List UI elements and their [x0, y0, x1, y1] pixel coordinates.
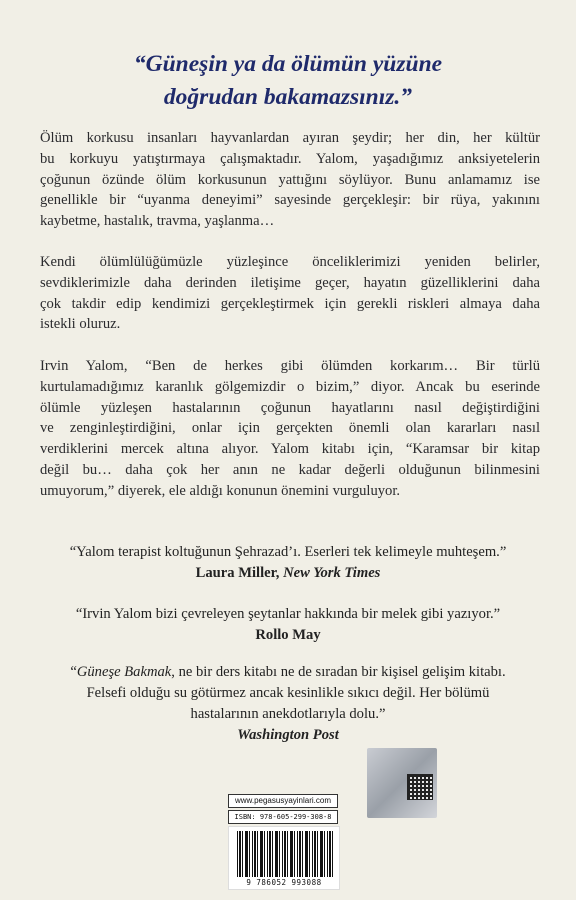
blurb-paragraph-1 — [40, 128, 540, 232]
book-title: Güneşe Bakmak — [76, 664, 172, 680]
paragraph-line: ve zenginleştirdiğini, onlar için gerçekten önemli olan kararları nasıl — [40, 420, 540, 437]
blurb-paragraph-2 — [40, 252, 540, 335]
paragraph-line: genellikle bir “uyanma deneyimi” sayesinde gerçekleşir: bir rüya, yakınını — [40, 192, 540, 209]
ean-barcode — [228, 826, 340, 890]
qr-code-icon — [407, 774, 433, 800]
quote-text-line — [30, 662, 546, 683]
security-hologram-sticker — [367, 748, 437, 818]
paragraph-line: ölümle yüzleşen hastalarının çoğunun hayatlarını nasıl değiştirdiğini — [40, 399, 540, 416]
paragraph-line: çoğunun özünde ölüm korkusunun yattığını söylüyor. Bunu anlamamız ise — [40, 171, 540, 188]
paragraph-line: Kendi ölümlülüğümüzle yüzleşince önceliklerimizi yeniden belirler, — [40, 254, 540, 270]
quote-text-line: Felsefi olduğu su götürmez ancak kesinlikle sıkıcı değil. Her bölümü — [86, 685, 490, 701]
publisher-url: www.pegasusyayinlari.com — [228, 794, 338, 808]
paragraph-line: sevdiklerimizle daha derinden iletişime geçer, hayatın güzelliklerini daha — [40, 274, 540, 291]
quote-attribution — [30, 563, 546, 584]
paragraph-line: istekli oluruz. — [40, 316, 121, 333]
quote-open-mark: “ — [70, 664, 77, 680]
isbn-label: ISBN: 978-605-299-308-8 — [228, 810, 338, 824]
quote-text-rest: , ne bir ders kitabı ne de sıradan bir kişisel gelişim kitabı. — [171, 664, 506, 680]
paragraph-line: bu korkuyu yatıştırmaya çalışmaktadır. Yalom, yaşadığımız anksiyetelerin — [40, 150, 540, 167]
quote-source: New York Times — [283, 565, 381, 581]
paragraph-line: değil bu… daha çok her anın ne kadar değerli olduğunun bilinmesini — [40, 461, 540, 478]
tagline-line-2: doğrudan bakamazsınız.” — [163, 84, 413, 110]
quote-attribution — [30, 725, 546, 746]
review-quote-2 — [30, 604, 546, 646]
barcode-bars — [237, 831, 333, 877]
tagline-line-1: “Güneşin ya da ölümün yüzüne — [133, 51, 443, 77]
paragraph-line: çok takdir edip kendimizi gerçekleştirmek için gerekli riskleri almaya daha — [40, 295, 540, 312]
quote-author: Rollo May — [255, 627, 321, 643]
back-cover-tagline — [0, 48, 576, 114]
quote-author: Laura Miller, — [195, 565, 280, 581]
paragraph-line: Ölüm korkusu insanları hayvanlardan ayıran şeydir; her din, her kültür — [40, 130, 540, 146]
quote-source: Washington Post — [237, 727, 339, 743]
paragraph-line: kaybetme, hastalık, travma, yaşlanma… — [40, 213, 275, 230]
review-quote-3 — [30, 662, 546, 746]
quote-text: “Yalom terapist koltuğunun Şehrazad’ı. Eserleri tek kelimeyle muhteşem.” — [69, 544, 507, 560]
review-quote-1 — [30, 542, 546, 584]
paragraph-line: kurtulamadığımız karanlık gölgemizdir o bizim,” diyor. Ancak bu eserinde — [40, 378, 540, 395]
barcode-number: 9 786052 993088 — [246, 878, 322, 887]
quote-text-line: hastalarının anekdotlarıyla dolu.” — [190, 706, 386, 722]
paragraph-line: Irvin Yalom, “Ben de herkes gibi ölümden korkarım… Bir türlü — [40, 358, 540, 374]
paragraph-line: umuyorum,” diyerek, ele aldığı konunun önemini vurguluyor. — [40, 482, 401, 499]
paragraph-line: verdiklerini mercek altına alıyor. Yalom kitabı için, “Karamsar bir kitap — [40, 441, 540, 458]
quote-text: “Irvin Yalom bizi çevreleyen şeytanlar hakkında bir melek gibi yazıyor.” — [75, 606, 501, 622]
blurb-paragraph-3 — [40, 356, 540, 502]
